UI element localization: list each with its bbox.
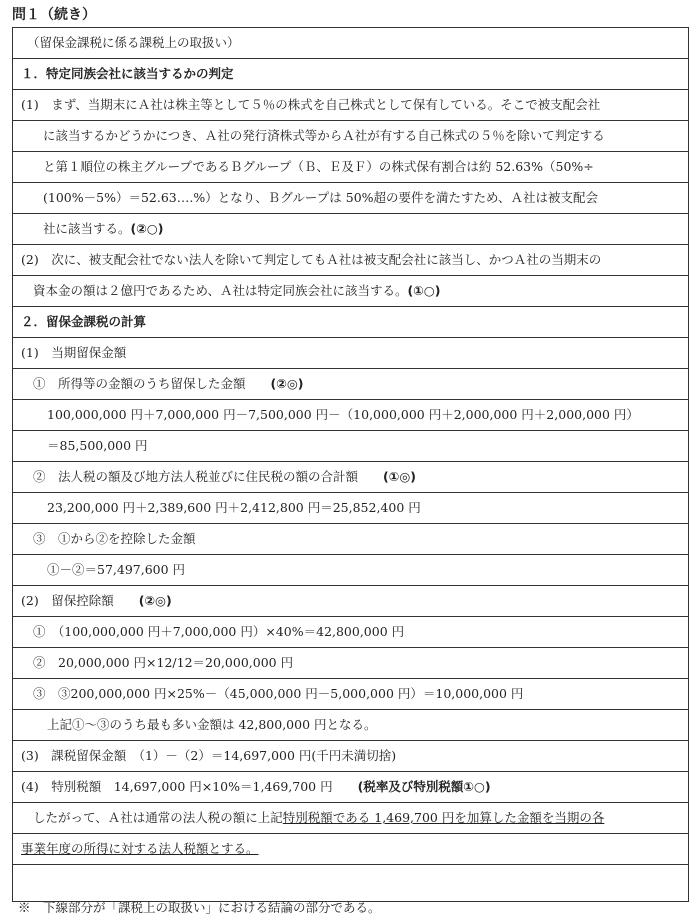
conclusion-underline: 特別税額である 1,469,700 円を加算した金額を当期の各 [282, 810, 605, 825]
section-2-3: (3) 課税留保金額 （1）－（2）＝14,697,000 円(千円未満切捨) [13, 741, 688, 772]
blank-row [13, 865, 688, 902]
score-mark: (①○) [407, 283, 441, 298]
section-2-1-3: ③ ①から②を控除した金額 [13, 524, 688, 555]
section-2-title: ２．留保金課税の計算 [13, 307, 688, 338]
page-title: 問１（続き） [12, 7, 96, 23]
score-mark: (②○) [130, 221, 164, 236]
section-2-1-1: ① 所得等の金額のうち留保した金額 (②◎) [13, 369, 688, 400]
section-2-1-3-calc: ①－②＝57,497,600 円 [13, 555, 688, 586]
score-mark: (②◎) [270, 376, 304, 391]
section-1-paragraph-2: (2) 次に、被支配会社でない法人を除いて判定してもＡ社は被支配会社に該当し、かつＡ社の当期末の 資本金の額は２億円であるため、Ａ社は特定同族会社に該当する。(①○) [13, 245, 688, 307]
section-2-1-2-calc: 23,200,000 円＋2,389,600 円＋2,412,800 円＝25,852,400 円 [13, 493, 688, 524]
section-2-2-2: ② 20,000,000 円×12/12＝20,000,000 円 [13, 648, 688, 679]
section-2-2-3: ③ ③200,000,000 円×25%－（45,000,000 円－5,000,000 円）＝10,000,000 円 [13, 679, 688, 710]
section-1-title: １．特定同族会社に該当するかの判定 [13, 59, 688, 90]
section-2-1-1-calc: 100,000,000 円＋7,000,000 円－7,500,000 円－（10,000,000 円＋2,000,000 円＋2,000,000 円） ＝85,500,000 円 [13, 400, 688, 462]
section-2-4: (4) 特別税額 14,697,000 円×10%＝1,469,700 円 (税率及び特別税額①○) [13, 772, 688, 803]
section-2-1: (1) 当期留保金額 [13, 338, 688, 369]
score-mark: (①◎) [383, 469, 416, 484]
table-heading: （留保金課税に係る課税上の取扱い） [13, 28, 688, 59]
footnote: ※ 下線部分が「課税上の取扱い」における結論の部分である。 [18, 900, 381, 915]
conclusion-underline: 事業年度の所得に対する法人税額とする。 [21, 841, 259, 856]
section-1-paragraph-1: (1) まず、当期末にＡ社は株主等として５％の株式を自己株式として保有している。そこで被支配会社 に該当するかどうかにつき、Ａ社の発行済株式等からＡ社が有する自己株式の５％を除いて判定する と第１順位の株主グループであるＢグループ（Ｂ、Ｅ及Ｆ）の株式保有割合は約 52.63%（50%÷ (100%－5%）＝52.63‥‥%）となり、Ｂグループは 50%超の要件を満たすため、Ａ社は被支配会 社に該当する。(②○) [13, 90, 688, 245]
section-2-1-2: ② 法人税の額及び地方法人税並びに住民税の額の合計額 (①◎) [13, 462, 688, 493]
final-conclusion: したがって、Ａ社は通常の法人税の額に上記特別税額である 1,469,700 円を加算した金額を当期の各 事業年度の所得に対する法人税額とする。 [13, 803, 688, 865]
section-2-2-conclusion: 上記①～③のうち最も多い金額は 42,800,000 円となる。 [13, 710, 688, 741]
score-mark: (②◎) [138, 593, 172, 608]
section-2-2: (2) 留保控除額 (②◎) [13, 586, 688, 617]
score-mark: (税率及び特別税額①○) [357, 779, 491, 794]
answer-table [12, 27, 689, 902]
section-2-2-1: ① （100,000,000 円＋7,000,000 円）×40%＝42,800,000 円 [13, 617, 688, 648]
